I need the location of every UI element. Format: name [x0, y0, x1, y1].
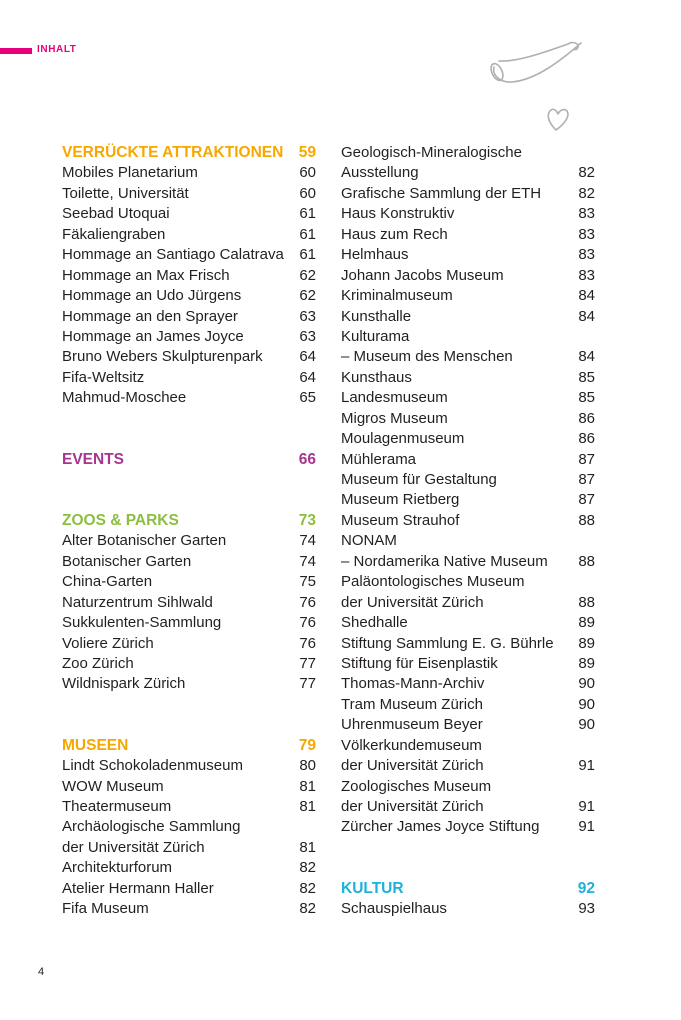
entry-title: der Universität Zürich	[62, 838, 205, 856]
entry-title: WOW Museum	[62, 777, 164, 795]
toc-entry	[62, 858, 316, 878]
toc-entry	[341, 307, 595, 327]
entry-title: Zoo Zürich	[62, 654, 134, 672]
toc-entry	[62, 879, 316, 899]
toc-right-column	[341, 143, 595, 920]
section-spacer	[62, 695, 316, 736]
entry-title: Geologisch-Mineralogische	[341, 144, 522, 161]
entry-title: Fifa-Weltsitz	[62, 368, 145, 386]
toc-entry	[341, 634, 595, 654]
page-ref: 76	[299, 634, 316, 652]
entry-title: Voliere Zürich	[62, 634, 154, 652]
entry-title: Fäkaliengraben	[62, 225, 166, 243]
toc-entry	[341, 388, 595, 408]
toc-entry	[341, 286, 595, 306]
entry-title: Kriminalmuseum	[341, 287, 453, 305]
page-ref: 77	[299, 675, 316, 693]
doodle-illustration	[488, 40, 588, 135]
toc-entry	[62, 245, 316, 265]
page-ref: 83	[578, 266, 595, 284]
entry-title: Hommage an den Sprayer	[62, 307, 238, 325]
page-ref: 76	[299, 593, 316, 611]
toc-entry	[341, 327, 595, 347]
page-ref: 91	[578, 757, 595, 775]
entry-title: Shedhalle	[341, 614, 408, 632]
section-spacer	[62, 409, 316, 450]
entry-title: Migros Museum	[341, 409, 448, 427]
entry-title: Alter Botanischer Garten	[62, 532, 227, 550]
entry-title: Völkerkundemuseum	[341, 736, 482, 754]
page-ref: 88	[578, 511, 595, 529]
entry-title: Haus Konstruktiv	[341, 205, 455, 223]
header-accent-bar	[0, 48, 32, 54]
toc-entry	[341, 204, 595, 224]
toc-entry	[341, 163, 595, 183]
entry-title: Sukkulenten-Sammlung	[62, 614, 222, 632]
entry-title: Naturzentrum Sihlwald	[62, 593, 213, 611]
page-ref: 63	[299, 307, 316, 325]
toc-entry	[62, 163, 316, 183]
page-ref: 60	[299, 164, 316, 182]
entry-title: Stiftung Sammlung E. G. Bührle	[341, 634, 554, 652]
entry-title: Hommage an Max Frisch	[62, 266, 230, 284]
toc-entry	[341, 777, 595, 797]
page-ref: 86	[578, 430, 595, 448]
page-ref: 84	[578, 348, 595, 366]
page-ref: 64	[299, 368, 316, 386]
entry-title: Atelier Hermann Haller	[62, 879, 214, 897]
toc-entry	[62, 368, 316, 388]
page-number: 4	[38, 966, 45, 978]
page-ref: 61	[299, 225, 316, 243]
section-title: ZOOS & PARKS	[62, 511, 179, 529]
page-ref: 82	[578, 164, 595, 182]
entry-title: Fifa Museum	[62, 900, 149, 918]
entry-title: Hommage an Udo Jürgens	[62, 287, 242, 305]
page-ref: 89	[578, 634, 595, 652]
page-ref: 90	[578, 716, 595, 734]
entry-title: Mühlerama	[341, 450, 417, 468]
entry-title: der Universität Zürich	[341, 593, 484, 611]
entry-title: Helmhaus	[341, 246, 409, 264]
toc-entry	[62, 286, 316, 306]
entry-title: Grafische Sammlung der ETH	[341, 184, 542, 202]
horn-icon	[489, 43, 581, 83]
entry-title: – Museum des Menschen	[341, 348, 513, 366]
page-ref: 75	[299, 573, 316, 591]
toc-entry	[62, 266, 316, 286]
page-ref: 63	[299, 327, 316, 345]
entry-title: Bruno Webers Skulpturenpark	[62, 348, 263, 366]
entry-title: Schauspielhaus	[341, 900, 447, 918]
entry-title: Kunsthaus	[341, 368, 412, 386]
section-title: MUSEEN	[62, 736, 129, 754]
toc-entry	[341, 899, 595, 919]
entry-title: Toilette, Universität	[62, 184, 189, 202]
toc-entry	[62, 225, 316, 245]
toc-entry	[341, 429, 595, 449]
entry-title: Botanischer Garten	[62, 552, 192, 570]
page-ref: 60	[299, 184, 316, 202]
entry-title: Hommage an James Joyce	[62, 327, 244, 345]
toc-section-heading	[62, 450, 316, 470]
toc-entry	[341, 368, 595, 388]
entry-title: Uhrenmuseum Beyer	[341, 716, 483, 734]
toc-entry	[341, 674, 595, 694]
toc-entry	[62, 184, 316, 204]
page-ref: 90	[578, 675, 595, 693]
entry-title: Stiftung für Eisenplastik	[341, 654, 498, 672]
page-ref: 74	[299, 532, 316, 550]
entry-title: Paläontologisches Museum	[341, 573, 525, 591]
section-title: EVENTS	[62, 450, 125, 468]
page-ref: 85	[578, 389, 595, 407]
toc-entry	[62, 552, 316, 572]
entry-title: Thomas-Mann-Archiv	[341, 675, 485, 693]
entry-title: Johann Jacobs Museum	[341, 266, 504, 284]
toc-entry	[341, 184, 595, 204]
page-ref: 62	[299, 266, 316, 284]
toc-entry	[341, 470, 595, 490]
page-ref: 81	[299, 798, 316, 816]
toc-entry	[341, 593, 595, 613]
page-ref: 79	[298, 736, 316, 754]
heart-icon	[548, 109, 568, 130]
toc-entry	[62, 388, 316, 408]
entry-title: Kulturama	[341, 327, 410, 345]
toc-entry	[62, 654, 316, 674]
toc-entry	[341, 490, 595, 510]
toc-entry	[341, 817, 595, 837]
toc-entry	[341, 225, 595, 245]
toc-entry	[341, 143, 595, 163]
page-ref: 73	[298, 511, 316, 529]
toc-left-column	[62, 143, 316, 920]
entry-title: Moulagenmuseum	[341, 430, 465, 448]
toc-entry	[62, 347, 316, 367]
page-ref: 93	[578, 900, 595, 918]
page-ref: 82	[299, 900, 316, 918]
page-ref: 77	[299, 654, 316, 672]
toc-entry	[62, 307, 316, 327]
page-ref: 82	[578, 184, 595, 202]
entry-title: – Nordamerika Native Museum	[341, 552, 548, 570]
entry-title: Theatermuseum	[62, 798, 172, 816]
section-label: INHALT	[37, 44, 77, 55]
entry-title: Ausstellung	[341, 164, 419, 182]
page-ref: 59	[298, 144, 316, 161]
page-ref: 83	[578, 225, 595, 243]
entry-title: Museum Rietberg	[341, 491, 460, 509]
toc-entry	[62, 817, 316, 837]
toc-entry	[62, 777, 316, 797]
toc-section-heading	[341, 879, 595, 899]
page-ref: 89	[578, 614, 595, 632]
page-ref: 81	[299, 838, 316, 856]
entry-title: Tram Museum Zürich	[341, 695, 483, 713]
page-ref: 81	[299, 777, 316, 795]
toc-entry	[62, 613, 316, 633]
toc-entry	[62, 634, 316, 654]
entry-title: Mahmud-Moschee	[62, 389, 187, 407]
toc-entry	[341, 409, 595, 429]
page-ref: 61	[299, 246, 316, 264]
page-ref: 61	[299, 205, 316, 223]
page-ref: 82	[299, 859, 316, 877]
page-ref: 87	[578, 471, 595, 488]
page-ref: 87	[578, 491, 595, 509]
toc-entry	[62, 531, 316, 551]
entry-title: der Universität Zürich	[341, 757, 484, 775]
page-ref: 84	[578, 287, 595, 305]
entry-title: Lindt Schokoladenmuseum	[62, 757, 243, 775]
page-ref: 89	[578, 654, 595, 672]
toc-entry	[62, 572, 316, 592]
toc-entry	[341, 736, 595, 756]
toc-entry	[341, 572, 595, 592]
page-ref: 87	[578, 450, 595, 468]
entry-title: Hommage an Santiago Calatrava	[62, 246, 284, 264]
section-title: KULTUR	[341, 879, 404, 897]
toc-entry	[62, 899, 316, 919]
toc-entry	[341, 654, 595, 674]
page-ref: 83	[578, 205, 595, 223]
page-ref: 74	[299, 552, 316, 570]
page-ref: 91	[578, 818, 595, 836]
entry-title: Museum Strauhof	[341, 511, 460, 529]
toc-entry	[62, 756, 316, 776]
page-ref: 86	[578, 409, 595, 427]
toc-section-heading	[62, 736, 316, 756]
page-ref: 92	[577, 879, 595, 897]
entry-title: NONAM	[341, 532, 397, 550]
toc-entry	[62, 674, 316, 694]
toc-section-heading	[62, 511, 316, 531]
entry-title: Landesmuseum	[341, 389, 448, 407]
page-ref: 90	[578, 695, 595, 713]
entry-title: Kunsthalle	[341, 307, 412, 325]
toc-entry	[341, 245, 595, 265]
page-ref: 65	[299, 389, 316, 407]
page-ref: 76	[299, 614, 316, 632]
entry-title: der Universität Zürich	[341, 798, 484, 815]
entry-title: Mobiles Planetarium	[62, 164, 198, 182]
toc-entry	[341, 756, 595, 776]
toc-entry	[341, 511, 595, 531]
toc-entry	[62, 838, 316, 858]
page-ref: 91	[578, 798, 595, 815]
toc-entry	[341, 613, 595, 633]
toc-entry	[62, 204, 316, 224]
toc-entry	[341, 715, 595, 735]
toc-entry	[341, 266, 595, 286]
entry-title: Wildnispark Zürich	[62, 675, 186, 693]
toc-entry	[341, 797, 595, 817]
section-spacer	[62, 470, 316, 511]
page-ref: 88	[578, 552, 595, 570]
entry-title: China-Garten	[62, 573, 153, 591]
page-ref: 66	[298, 450, 316, 468]
toc-entry	[341, 450, 595, 470]
page-ref: 62	[299, 287, 316, 305]
section-title: VERRÜCKTE ATTRAKTIONEN	[62, 144, 284, 161]
toc-entry	[341, 552, 595, 572]
toc-entry	[341, 695, 595, 715]
entry-title: Archäologische Sammlung	[62, 818, 241, 836]
entry-title: Haus zum Rech	[341, 225, 448, 243]
entry-title: Zürcher James Joyce Stiftung	[341, 818, 540, 836]
page-ref: 64	[299, 348, 316, 366]
toc-entry	[62, 327, 316, 347]
toc-entry	[62, 593, 316, 613]
entry-title: Zoologisches Museum	[341, 777, 492, 795]
page-ref: 88	[578, 593, 595, 611]
toc-entry	[341, 347, 595, 367]
toc-entry	[341, 531, 595, 551]
page-ref: 83	[578, 246, 595, 264]
page-ref: 84	[578, 307, 595, 325]
page-ref: 80	[299, 757, 316, 775]
toc-entry	[62, 797, 316, 817]
page-ref: 85	[578, 368, 595, 386]
page-ref: 82	[299, 879, 316, 897]
section-spacer	[341, 838, 595, 879]
entry-title: Museum für Gestaltung	[341, 471, 497, 488]
toc-section-heading	[62, 143, 316, 163]
entry-title: Architekturforum	[62, 859, 173, 877]
entry-title: Seebad Utoquai	[62, 205, 170, 223]
